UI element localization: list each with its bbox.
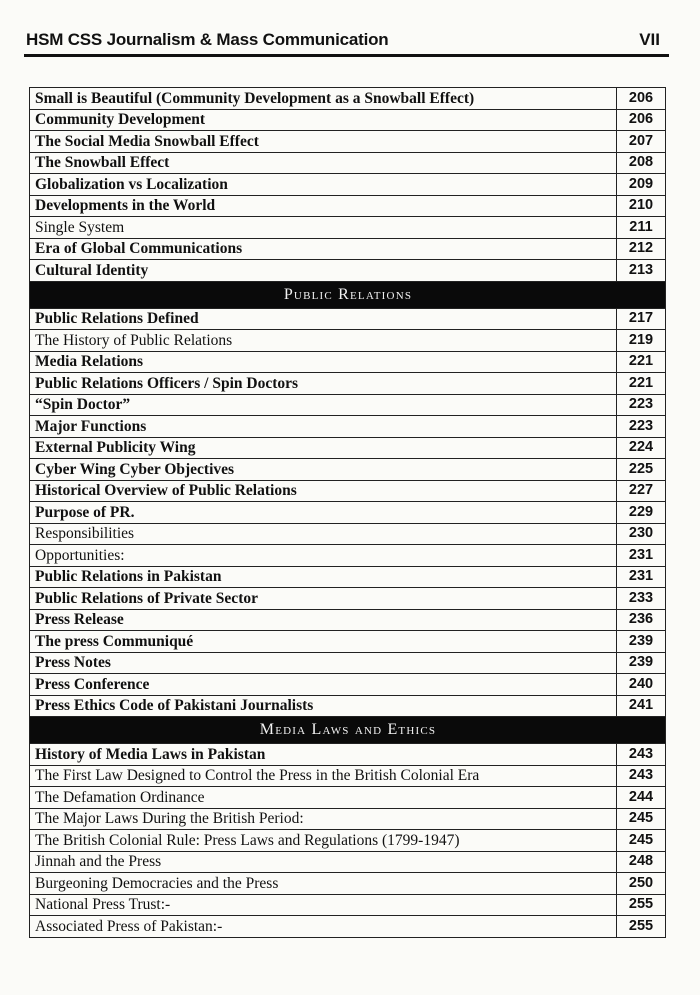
toc-entry-title: Burgeoning Democracies and the Press [30, 873, 617, 895]
toc-entry-row [30, 787, 666, 809]
toc-entry-page: 223 [617, 416, 666, 438]
section-heading-row [30, 717, 666, 744]
toc-entry-page: 255 [617, 894, 666, 916]
toc-entry-row [30, 217, 666, 239]
header-rule [24, 54, 669, 57]
toc-entry-page: 244 [617, 787, 666, 809]
toc-entry-row [30, 695, 666, 717]
toc-entry-row [30, 830, 666, 852]
toc-entry-row [30, 131, 666, 153]
toc-entry-title: National Press Trust:- [30, 894, 617, 916]
toc-entry-row [30, 394, 666, 416]
toc-entry-row [30, 459, 666, 481]
toc-entry-page: 250 [617, 873, 666, 895]
toc-entry-title: The Defamation Ordinance [30, 787, 617, 809]
toc-entry-page: 229 [617, 502, 666, 524]
toc-entry-row [30, 373, 666, 395]
toc-entry-row [30, 916, 666, 938]
toc-entry-title: Single System [30, 217, 617, 239]
toc-entry-row [30, 674, 666, 696]
toc-entry-row [30, 894, 666, 916]
toc-entry-title: The Social Media Snowball Effect [30, 131, 617, 153]
toc-entry-page: 236 [617, 609, 666, 631]
toc-entry-title: Responsibilities [30, 523, 617, 545]
toc-entry-row [30, 480, 666, 502]
toc-entry-row [30, 545, 666, 567]
toc-entry-row [30, 109, 666, 131]
toc-entry-row [30, 437, 666, 459]
toc-entry-title: Historical Overview of Public Relations [30, 480, 617, 502]
toc-entry-title: Small is Beautiful (Community Development as a Snowball Effect) [30, 88, 617, 110]
toc-entry-row [30, 566, 666, 588]
toc-entry-row [30, 502, 666, 524]
toc-entry-title: Public Relations Officers / Spin Doctors [30, 373, 617, 395]
toc-entry-page: 241 [617, 695, 666, 717]
toc-entry-row [30, 260, 666, 282]
toc-entry-page: 233 [617, 588, 666, 610]
toc-entry-page: 217 [617, 308, 666, 330]
toc-entry-page: 211 [617, 217, 666, 239]
toc-entry-page: 240 [617, 674, 666, 696]
toc-entry-title: Purpose of PR. [30, 502, 617, 524]
toc-entry-row [30, 588, 666, 610]
toc-entry-title: Era of Global Communications [30, 238, 617, 260]
toc-entry-page: 212 [617, 238, 666, 260]
toc-entry-title: Press Release [30, 609, 617, 631]
toc-entry-row [30, 765, 666, 787]
toc-entry-title: Globalization vs Localization [30, 174, 617, 196]
toc-entry-title: External Publicity Wing [30, 437, 617, 459]
toc-entry-title: “Spin Doctor” [30, 394, 617, 416]
toc-entry-title: The British Colonial Rule: Press Laws and Regulations (1799-1947) [30, 830, 617, 852]
page-header [26, 26, 666, 54]
toc-entry-row [30, 851, 666, 873]
toc-entry-row [30, 174, 666, 196]
table-of-contents [29, 87, 666, 938]
toc-entry-title: Press Ethics Code of Pakistani Journalists [30, 695, 617, 717]
toc-entry-row [30, 744, 666, 766]
section-heading-row [30, 281, 666, 308]
toc-entry-row [30, 652, 666, 674]
toc-entry-title: The History of Public Relations [30, 330, 617, 352]
toc-entry-row [30, 238, 666, 260]
toc-entry-page: 245 [617, 808, 666, 830]
toc-entry-page: 209 [617, 174, 666, 196]
toc-entry-row [30, 631, 666, 653]
toc-entry-page: 207 [617, 131, 666, 153]
toc-entry-page: 239 [617, 652, 666, 674]
toc-entry-page: 231 [617, 545, 666, 567]
toc-entry-row [30, 416, 666, 438]
toc-entry-row [30, 330, 666, 352]
toc-entry-page: 248 [617, 851, 666, 873]
toc-body [30, 88, 666, 938]
toc-entry-page: 230 [617, 523, 666, 545]
toc-entry-title: Public Relations Defined [30, 308, 617, 330]
book-title: HSM CSS Journalism & Mass Communication [26, 30, 389, 49]
toc-entry-title: Cultural Identity [30, 260, 617, 282]
toc-entry-title: The Snowball Effect [30, 152, 617, 174]
toc-entry-page: 221 [617, 373, 666, 395]
toc-entry-row [30, 873, 666, 895]
toc-entry-title: Associated Press of Pakistan:- [30, 916, 617, 938]
toc-entry-title: Media Relations [30, 351, 617, 373]
toc-entry-title: Press Conference [30, 674, 617, 696]
toc-entry-page: 255 [617, 916, 666, 938]
toc-entry-title: The press Communiqué [30, 631, 617, 653]
toc-entry-page: 206 [617, 109, 666, 131]
section-heading: Public Relations [30, 281, 666, 308]
toc-entry-title: Major Functions [30, 416, 617, 438]
toc-entry-page: 225 [617, 459, 666, 481]
toc-entry-page: 219 [617, 330, 666, 352]
toc-entry-title: Community Development [30, 109, 617, 131]
toc-entry-page: 245 [617, 830, 666, 852]
toc-entry-row [30, 308, 666, 330]
toc-entry-page: 221 [617, 351, 666, 373]
toc-entry-title: The Major Laws During the British Period: [30, 808, 617, 830]
toc-entry-title: Public Relations in Pakistan [30, 566, 617, 588]
toc-entry-title: Developments in the World [30, 195, 617, 217]
toc-entry-page: 239 [617, 631, 666, 653]
toc-entry-page: 224 [617, 437, 666, 459]
toc-entry-page: 243 [617, 765, 666, 787]
toc-entry-page: 206 [617, 88, 666, 110]
toc-entry-page: 210 [617, 195, 666, 217]
toc-entry-page: 213 [617, 260, 666, 282]
toc-entry-row [30, 808, 666, 830]
toc-entry-title: Cyber Wing Cyber Objectives [30, 459, 617, 481]
section-heading: Media Laws and Ethics [30, 717, 666, 744]
toc-entry-row [30, 195, 666, 217]
toc-entry-title: Public Relations of Private Sector [30, 588, 617, 610]
toc-entry-row [30, 88, 666, 110]
toc-entry-row [30, 351, 666, 373]
toc-entry-title: Jinnah and the Press [30, 851, 617, 873]
toc-entry-page: 223 [617, 394, 666, 416]
page-number: VII [639, 30, 660, 49]
toc-entry-page: 208 [617, 152, 666, 174]
toc-entry-row [30, 523, 666, 545]
toc-entry-page: 227 [617, 480, 666, 502]
toc-entry-title: History of Media Laws in Pakistan [30, 744, 617, 766]
toc-entry-title: Press Notes [30, 652, 617, 674]
toc-entry-page: 243 [617, 744, 666, 766]
toc-entry-title: The First Law Designed to Control the Press in the British Colonial Era [30, 765, 617, 787]
toc-entry-page: 231 [617, 566, 666, 588]
toc-entry-row [30, 152, 666, 174]
toc-entry-title: Opportunities: [30, 545, 617, 567]
toc-entry-row [30, 609, 666, 631]
